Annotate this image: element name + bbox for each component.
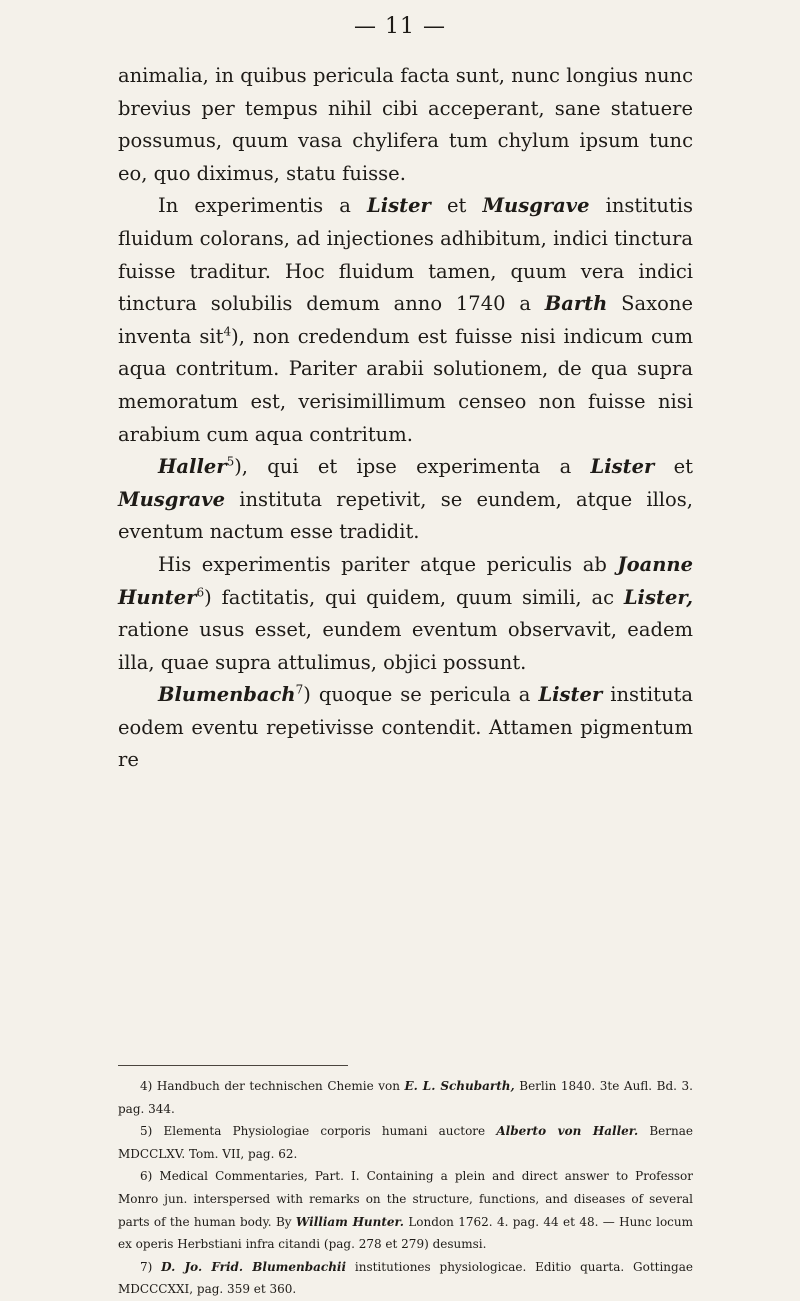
- footnote-text: institutiones physiologicae. Editio quarta. Gottingae MDCCCXXI, pag. 359 et 360.: [118, 1259, 693, 1297]
- person-name: Lister,: [623, 585, 693, 609]
- main-text: [118, 60, 693, 777]
- person-name: Musgrave: [482, 194, 590, 218]
- footnote-author: E. L. Schubarth,: [404, 1079, 515, 1093]
- footnote-text: Bernae MDCCLXV. Tom. VII, pag. 62.: [118, 1124, 693, 1161]
- text-segment: ) factitatis, qui quidem, quum simili, ac: [204, 585, 624, 609]
- person-name: Barth: [544, 292, 608, 316]
- footnote-text: London 1762. 4. pag. 44 et 48. — Hunc locum ex operis Herbstiani infra citandi (pag. 278 et 279) desumsi.: [118, 1214, 694, 1252]
- text-segment: In experimentis a: [158, 194, 368, 218]
- footnote-7: [118, 1256, 693, 1301]
- footnote-ref: 6: [196, 585, 205, 599]
- text-segment: ), qui et ipse experimenta a: [234, 455, 591, 479]
- footnote-ref: 4: [223, 324, 232, 339]
- footnote-ref: 7: [295, 682, 304, 697]
- footnote-4: [118, 1075, 693, 1120]
- footnote-text: 7): [140, 1259, 162, 1274]
- text-segment: instituta eodem eventu repetivisse contendit. Attamen pigmentum re: [118, 683, 693, 772]
- person-name: Lister: [538, 683, 603, 707]
- text-segment: Saxone inventa sit: [118, 292, 693, 348]
- footnote-text: 4) Handbuch der technischen Chemie von: [140, 1079, 405, 1093]
- footnote-text: 6) Medical Commentaries, Part. I. Containing a plein and direct answer to Professor Monro jun. interspersed with remarks on the structure, functions, and diseases of several parts of the human body. By: [118, 1169, 693, 1229]
- footnote-author: D. Jo. Frid. Blumenbachii: [161, 1259, 347, 1274]
- footnote-ref: 5: [226, 454, 235, 469]
- paragraph-5: [118, 679, 693, 777]
- footnote-divider: [118, 1065, 348, 1066]
- text-segment: instituta repetivit, se eundem, atque illos, eventum nactum esse tradidit.: [118, 487, 693, 544]
- person-name: Lister: [367, 194, 431, 218]
- person-name: Musgrave: [118, 487, 226, 511]
- text-segment: institutis fluidum colorans, ad injectiones adhibitum, indici tinctura fuisse traditur. Hoc fluidum tamen, quum vera indici tinctura solubilis demum anno 1740 a: [118, 194, 693, 316]
- person-name: Joanne Hunter: [118, 552, 693, 609]
- text-segment: et: [654, 455, 694, 479]
- footnotes: [118, 1075, 693, 1301]
- footnote-author: Alberto von Haller.: [496, 1124, 639, 1139]
- footnote-author: William Hunter.: [295, 1214, 404, 1229]
- person-name: Lister: [590, 455, 655, 479]
- footnote-text: 5) Elementa Physiologiae corporis humani auctore: [140, 1124, 497, 1139]
- footnote-5: [118, 1120, 693, 1165]
- paragraph-3: [118, 451, 693, 549]
- text-segment: His experimentis pariter atque periculis ab: [158, 552, 618, 576]
- person-name: Haller: [158, 455, 227, 479]
- text-segment: ) quoque se pericula a: [303, 683, 539, 707]
- text-segment: ratione usus esset, eundem eventum observavit, eadem illa, quae supra attulimus, objici possunt.: [118, 618, 693, 674]
- footnote-text: Berlin 1840. 3te Aufl. Bd. 3. pag. 344.: [118, 1079, 693, 1116]
- paragraph-2: [118, 190, 693, 451]
- paragraph-1: animalia, in quibus pericula facta sunt, nunc longius nunc brevius per tempus nihil cibi acceperant, sane statuere possumus, quum vasa chylifera tum chylum ipsum tunc eo, quo diximus, statu fuisse.: [118, 64, 693, 185]
- text-segment: ), non credendum est fuisse nisi indicum cum aqua contritum. Pariter arabii solutionem, de qua supra memoratum est, verisimillimum censeo non fuisse nisi arabium cum aqua contritum.: [118, 324, 693, 446]
- text-segment: et: [430, 194, 483, 218]
- paragraph-4: [118, 549, 693, 679]
- footnote-6: [118, 1165, 693, 1255]
- page-number: — 11 —: [354, 14, 446, 39]
- person-name: Blumenbach: [158, 683, 296, 707]
